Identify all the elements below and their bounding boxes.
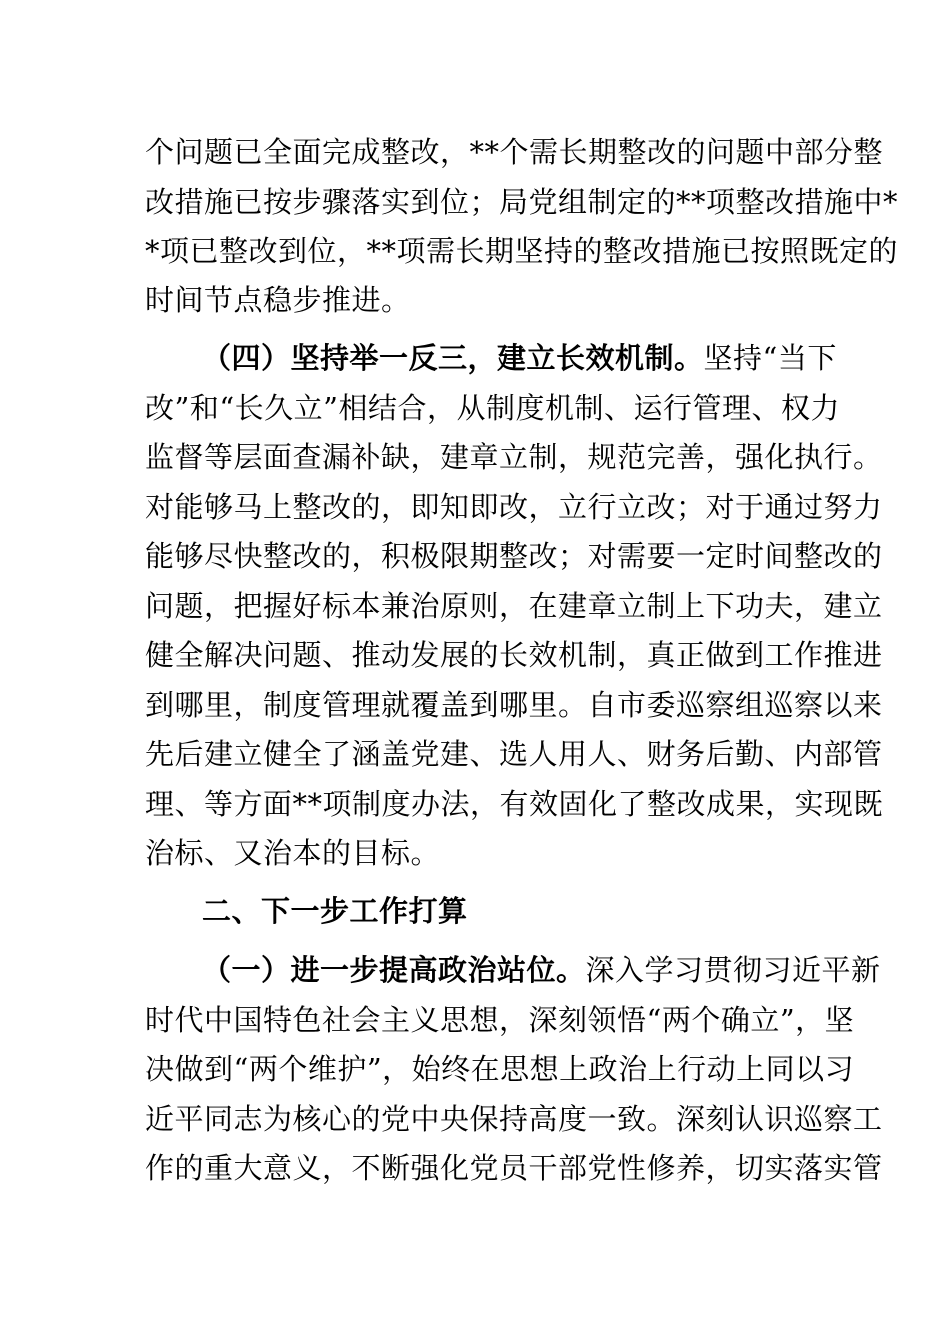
text-line-6: 改”和“长久立”相结合，从制度机制、运行管理、权力 [145,391,840,425]
text-line-11: 健全解决问题、推动发展的长效机制，真正做到工作推进 [145,638,883,672]
section-two-heading: 二、下一步工作打算 [202,894,468,928]
text-line-12: 到哪里，制度管理就覆盖到哪里。自市委巡察组巡察以来 [145,688,883,722]
section-four-first-line [202,333,837,383]
text-line-10: 问题，把握好标本兼治原则，在建章立制上下功夫，建立 [145,589,883,623]
text-line-18: 时代中国特色社会主义思想，深刻领悟“两个确立”，坚 [145,1003,855,1037]
section-four-lead-text: 坚持“当下 [703,341,837,375]
text-line-13: 先后建立健全了涵盖党建、选人用人、财务后勤、内部管 [145,737,883,771]
subsection-one-first-line [202,945,881,995]
text-line-4: 时间节点稳步推进。 [145,283,411,317]
section-four-heading: （四）坚持举一反三，建立长效机制。 [202,341,704,375]
subsection-one-heading: （一）进一步提高政治站位。 [202,953,586,987]
text-line-9: 能够尽快整改的，积极限期整改；对需要一定时间整改的 [145,539,883,573]
text-line-2: 改措施已按步骤落实到位；局党组制定的**项整改措施中* [145,185,899,219]
text-line-1: 个问题已全面完成整改，**个需长期整改的问题中部分整 [145,135,884,169]
text-line-20: 近平同志为核心的党中央保持高度一致。深刻认识巡察工 [145,1102,883,1136]
text-line-7: 监督等层面查漏补缺，建章立制，规范完善，强化执行。 [145,440,883,474]
text-line-3: *项已整改到位，**项需长期坚持的整改措施已按照既定的 [145,234,899,268]
text-line-15: 治标、又治本的目标。 [145,836,441,870]
text-line-14: 理、等方面**项制度办法，有效固化了整改成果，实现既 [145,787,884,821]
text-line-8: 对能够马上整改的，即知即改，立行立改；对于通过努力 [145,490,883,524]
subsection-one-lead-text: 深入学习贯彻习近平新 [585,953,881,987]
text-line-21: 作的重大意义，不断强化党员干部党性修养，切实落实管 [145,1151,883,1185]
text-line-19: 决做到“两个维护”，始终在思想上政治上行动上同以习 [145,1052,855,1086]
section-two-first-line [202,886,807,936]
